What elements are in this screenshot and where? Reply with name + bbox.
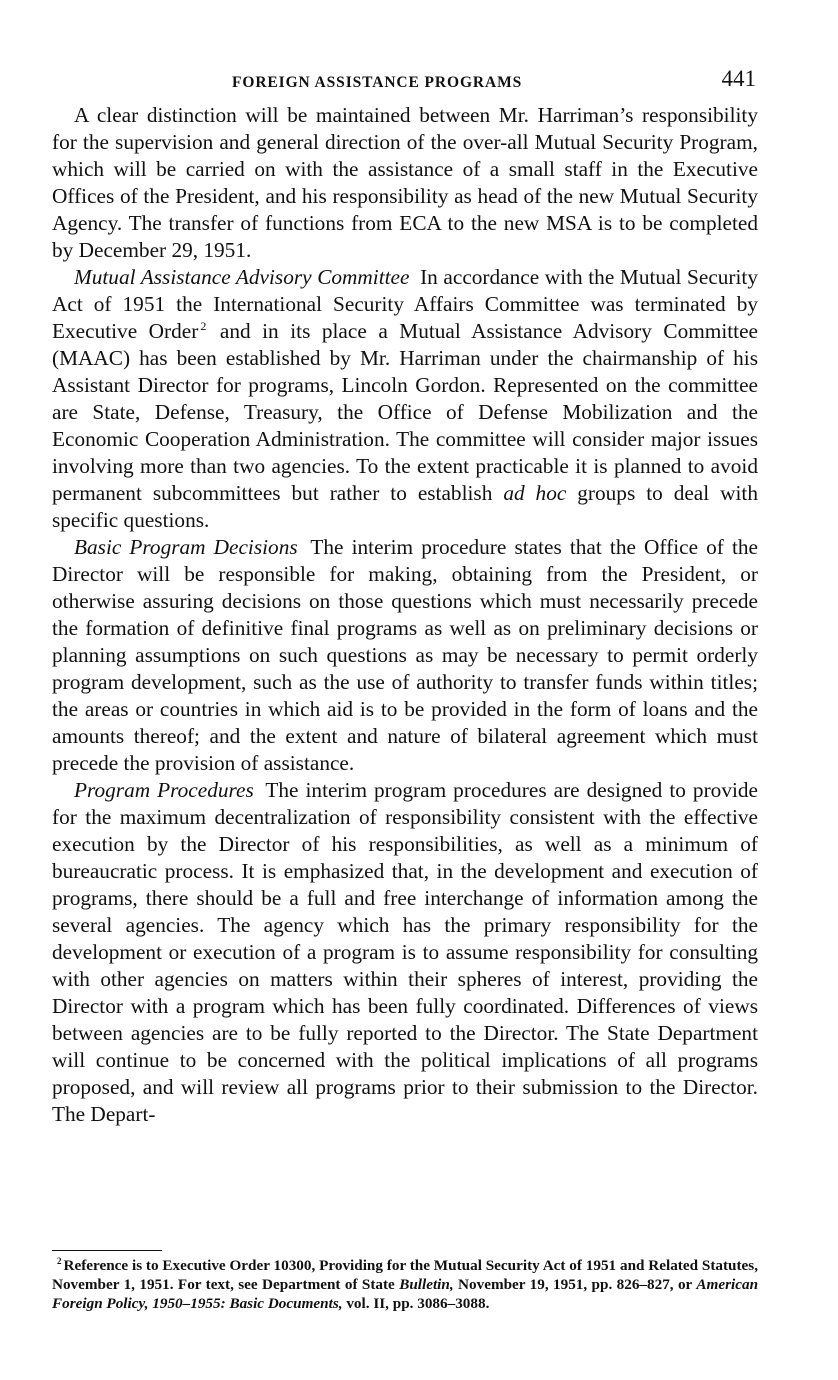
header-title: FOREIGN ASSISTANCE PROGRAMS bbox=[232, 74, 523, 91]
footnote-italic-publication: Bulletin, bbox=[399, 1276, 454, 1293]
section-heading-maac: Mutual Assistance Advisory Committee bbox=[74, 265, 410, 289]
footnote-divider bbox=[52, 1250, 162, 1251]
footnote-text: November 19, 1951, pp. 826–827, or bbox=[458, 1276, 693, 1293]
footnote-text: vol. II, pp. 3086–3088. bbox=[346, 1295, 490, 1312]
footnote-text: Reference is to Executive Order 10300, Providing for the Mutual Security Act of 1951 and Related Statutes, November 1, 1951. For text, see Department of State bbox=[52, 1257, 758, 1293]
section-heading-program-procedures: Program Procedures bbox=[74, 778, 254, 802]
body-text bbox=[52, 102, 758, 1128]
paragraph-text: The interim procedure states that the Office of the Director will be responsible for making, obtaining from the President, or otherwise assuring decisions on those questions which must necessarily precede the formation of definitive final programs as well as on preliminary decisions or planning assumptions on such questions as may be necessary to permit orderly program development, such as the use of authority to transfer funds within titles; the areas or countries in which aid is to be provided in the form of loans and the amounts thereof; and the extent and nature of bilateral agreement which must precede the provision of assistance. bbox=[52, 535, 758, 775]
footnote-2 bbox=[52, 1256, 758, 1313]
paragraph-intro bbox=[52, 102, 758, 264]
paragraph-program-procedures bbox=[52, 777, 758, 1128]
paragraph-text: and in its place a Mutual Assistance Advisory Committee (MAAC) has been established by Mr. Harriman under the chairmanship of his Assistant Director for programs, Lincoln Gordon. Represented on the committee are State, Defense, Treasury, the Office of Defense Mobilization and the Economic Cooperation Administration. The committee will consider major issues involving more than two agencies. To the extent practicable it is planned to avoid permanent subcommittees but rather to establish bbox=[52, 319, 759, 505]
paragraph-maac bbox=[52, 264, 758, 534]
running-header bbox=[52, 62, 758, 102]
paragraph-text: In accordance with the Mutual Security Act of 1951 the International Security Affairs Committee was terminated by Executive Order bbox=[52, 265, 758, 343]
page-number: 441 bbox=[721, 66, 756, 91]
paragraph-basic-program-decisions bbox=[52, 534, 758, 777]
section-heading-basic-program-decisions: Basic Program Decisions bbox=[74, 535, 298, 559]
footnote-marker: 2 bbox=[57, 1255, 62, 1266]
footnote-reference: 2 bbox=[200, 318, 207, 333]
document-page bbox=[52, 62, 758, 1128]
footnote-italic-title: American Foreign Policy, 1950–1955: Basic Documents, bbox=[52, 1276, 759, 1312]
paragraph-text: groups to deal with specific questions. bbox=[52, 481, 758, 532]
paragraph-text: A clear distinction will be maintained between Mr. Harriman’s responsibility for the supervision and general direction of the over-all Mutual Security Program, which will be carried on with the assistance of a small staff in the Executive Offices of the President, and his responsibility as head of the new Mutual Security Agency. The transfer of functions from ECA to the new MSA is to be completed by December 29, 1951. bbox=[52, 103, 758, 262]
italic-phrase: ad hoc bbox=[503, 481, 567, 505]
footnotes bbox=[52, 1256, 758, 1313]
paragraph-text: The interim program procedures are designed to provide for the maximum decentralization of responsibility consistent with the effective execution by the Director of his responsibilities, as well as a minimum of bureaucratic process. It is emphasized that, in the development and execution of programs, there should be a full and free interchange of information among the several agencies. The agency which has the primary responsibility for the development or execution of a program is to assume responsibility for consulting with other agencies on matters within their spheres of interest, providing the Director with a program which has been fully coordinated. Differences of views between agencies are to be fully reported to the Director. The State Department will continue to be concerned with the political implications of all programs proposed, and will review all programs prior to their submission to the Director. The Depart- bbox=[52, 778, 758, 1126]
